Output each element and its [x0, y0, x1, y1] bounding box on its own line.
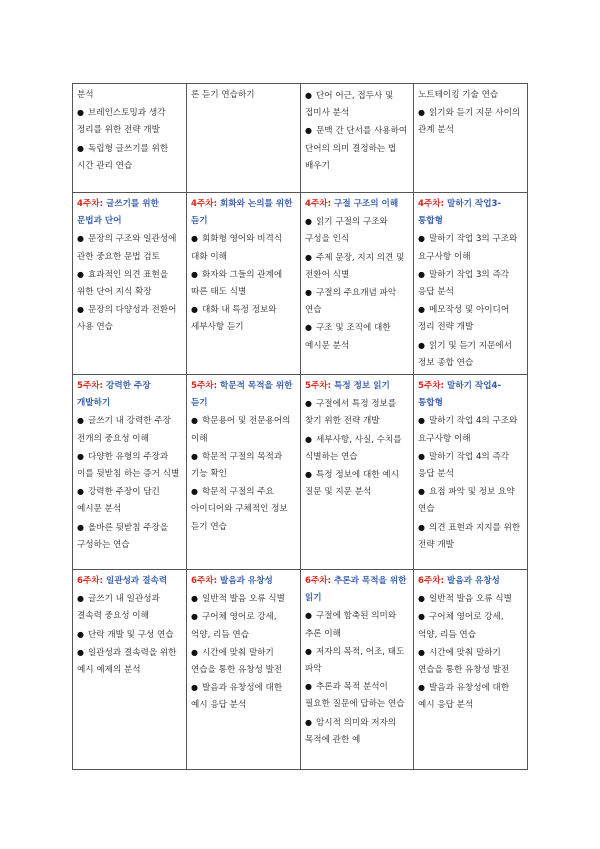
item-text: 읽기 구절의 구조와 구성을 인식 [305, 217, 388, 245]
item-text: 문맥 간 단서를 사용하여 단어의 의미 결정하는 법 배우기 [305, 126, 408, 171]
bullet-item [305, 319, 409, 354]
table-cell [414, 84, 528, 193]
topic-label: 발음과 유창성 [220, 576, 273, 587]
bullet-item [418, 104, 523, 139]
week-label: 4주차: [77, 199, 104, 209]
week-title [77, 196, 182, 230]
table-cell [187, 570, 301, 770]
item-text: 대화 내 특정 정보와 세부사항 듣기 [191, 305, 277, 333]
item-text: 추론과 목적 분석이 필요한 질문에 답하는 연습 [305, 682, 405, 710]
text-line [191, 87, 296, 104]
item-text: 읽기와 듣기 지문 사이의 관계 분석 [418, 108, 521, 136]
topic-label: 말하기 작업4-통합형 [418, 381, 502, 409]
item-text: 문장의 구조와 일관성에 관한 중요한 문법 검토 [77, 234, 177, 262]
item-text: 시간에 맞춰 말하기 연습을 통한 유창성 발전 [191, 647, 283, 676]
item-text: 화자와 그들의 관계에 따른 태도 식별 [191, 269, 283, 298]
week-label: 4주차: [418, 199, 445, 209]
item-text: 단락 개발 및 구성 연습 [87, 629, 174, 640]
bullet-item [77, 412, 182, 447]
table-cell [301, 375, 414, 570]
table-row [73, 570, 528, 770]
table-row [73, 84, 528, 193]
week-label: 5주차: [418, 381, 445, 392]
item-text: 강력한 주장이 담긴 예시문 분석 [77, 487, 160, 515]
table-cell [73, 193, 187, 375]
item-text: 발음과 유창성에 대한 예시 응답 분석 [418, 683, 510, 711]
week-title [77, 378, 182, 412]
bullet-item [77, 301, 182, 336]
bullet-item [305, 714, 409, 749]
bullet-item [191, 483, 296, 536]
bullet-item [305, 607, 409, 642]
bullet-item [305, 466, 409, 501]
week-title [191, 573, 296, 590]
item-text: 메모작성 및 아이디어 정리 전략 개발 [418, 305, 510, 333]
topic-label: 구절 구조의 이해 [334, 199, 399, 209]
table-cell [414, 570, 528, 770]
week-title [191, 196, 296, 230]
table-row [73, 375, 528, 570]
bullet-item [418, 448, 523, 483]
item-text: 암시적 의미와 저자의 목적에 관한 예 [305, 717, 397, 745]
item-text: 회화형 영어와 비격식 대화 이해 [191, 234, 283, 262]
week-title [305, 196, 409, 213]
bullet-item [77, 519, 182, 554]
topic-label: 추론과 목적을 위한 읽기 [305, 576, 407, 604]
item-text: 분석 [77, 90, 94, 100]
table-cell [414, 375, 528, 570]
topic-label: 일관성과 결속력 [106, 576, 168, 587]
table-cell [187, 375, 301, 570]
bullet-item [77, 483, 182, 518]
table-cell [187, 84, 301, 193]
bullet-item [305, 643, 409, 678]
table-cell [73, 570, 187, 770]
bullet-item [191, 590, 296, 608]
item-text: 요점 파악 및 정보 요약 연습 [418, 487, 515, 515]
topic-label: 회화와 논의를 위한 듣기 [191, 199, 293, 227]
item-text: 구절의 주요개념 파악 연습 [305, 288, 397, 316]
bullet-item [191, 266, 296, 301]
item-text: 구어체 영어로 강세, 억양, 리듬 연습 [191, 612, 277, 640]
item-text: 저자의 목적, 어조, 태도 파악 [305, 646, 405, 675]
item-text: 세부사항, 사실, 수치를 식별하는 연습 [305, 434, 402, 462]
week-label: 4주차: [191, 199, 218, 209]
bullet-item [77, 230, 182, 265]
topic-label: 말하기 작업3-통합형 [418, 199, 502, 227]
item-text: 다양한 유형의 주장과 이를 뒷받침 하는 증거 식별 [77, 451, 180, 480]
item-text: 특정 정보에 대한 예시 질문 및 지문 분석 [305, 470, 399, 498]
week-title [191, 378, 296, 412]
topic-label: 발음과 유창성 [447, 576, 500, 587]
bullet-item [191, 412, 296, 447]
bullet-item [77, 266, 182, 301]
item-text: 올바른 뒷받침 주장을 구성하는 연습 [77, 522, 169, 550]
bullet-item [418, 679, 523, 714]
item-text: 읽기 및 듣기 지문에서 정보 종합 연습 [418, 340, 512, 368]
bullet-item [191, 301, 296, 336]
bullet-item [418, 608, 523, 643]
item-text: 일반적 발음 오류 식별 [201, 594, 285, 605]
week-label: 6주차: [77, 576, 104, 587]
bullet-item [191, 608, 296, 643]
item-text: 론 듣기 연습하기 [191, 90, 255, 100]
bullet-item [305, 249, 409, 284]
bullet-item [418, 266, 523, 301]
text-line [77, 87, 182, 104]
item-text: 발음과 유창성에 대한 예시 응답 분석 [191, 683, 283, 711]
table-cell [73, 375, 187, 570]
item-text: 글쓰기 내 일관성과 결속력 중요성 이해 [77, 594, 160, 622]
bullet-item [77, 448, 182, 483]
bullet-item [418, 644, 523, 679]
bullet-item [305, 213, 409, 248]
bullet-item [418, 412, 523, 447]
item-text: 말하기 작업 3의 구조와 요구사항 이해 [418, 234, 518, 262]
bullet-item [418, 519, 523, 554]
bullet-item [418, 590, 523, 608]
item-text: 말하기 작업 3의 즉각 응답 분석 [418, 269, 510, 298]
item-text: 효과적인 의견 표현을 위한 단어 지식 확장 [77, 269, 169, 298]
topic-label: 글쓰기를 위한 문법과 단어 [77, 199, 159, 227]
bullet-item [418, 301, 523, 336]
item-text: 학문용어 및 전문용어의 이해 [191, 416, 291, 444]
table-cell [414, 193, 528, 375]
bullet-item [418, 483, 523, 518]
item-text: 구절에서 특정 정보를 찾기 위한 전략 개발 [305, 399, 397, 427]
week-label: 5주차: [305, 381, 332, 392]
week-label: 6주차: [191, 576, 218, 587]
topic-label: 특정 정보 읽기 [334, 381, 390, 392]
item-text: 문장의 다양성과 전환어 사용 연습 [77, 305, 177, 333]
bullet-item [305, 678, 409, 713]
item-text: 단어 어근, 접두사 및 접미사 분석 [305, 91, 394, 119]
bullet-item [77, 644, 182, 679]
bullet-item [77, 626, 182, 644]
bullet-item [77, 590, 182, 625]
bullet-item [305, 395, 409, 430]
week-label: 5주차: [191, 381, 218, 392]
bullet-item [305, 284, 409, 319]
week-label: 6주차: [418, 576, 445, 587]
bullet-item [77, 140, 182, 175]
bullet-item [191, 230, 296, 265]
bullet-item [305, 87, 409, 122]
item-text: 학문적 구절의 목적과 기능 확인 [191, 451, 283, 480]
week-title [418, 378, 523, 412]
table-row [73, 193, 528, 375]
week-title [418, 196, 523, 230]
item-text: 글쓰기 내 강력한 주장 전개의 중요성 이해 [77, 416, 171, 444]
bullet-item [191, 644, 296, 679]
table-cell [301, 570, 414, 770]
bullet-item [191, 448, 296, 483]
text-line [418, 87, 523, 104]
bullet-item [418, 337, 523, 372]
table-cell [301, 193, 414, 375]
item-text: 브레인스토밍과 생각 정리를 위한 전략 개발 [77, 108, 166, 136]
week-title [305, 573, 409, 607]
bullet-item [191, 679, 296, 714]
table-cell [73, 84, 187, 193]
week-title [305, 378, 409, 395]
week-label: 5주차: [77, 381, 104, 392]
week-label: 4주차: [305, 199, 332, 209]
bullet-item [418, 230, 523, 265]
item-text: 말하기 작업 4의 즉각 응답 분석 [418, 451, 510, 480]
item-text: 독립형 글쓰기를 위한 시간 관리 연습 [77, 143, 169, 171]
item-text: 학문적 구절의 주요 아이디어와 구체적인 정보 듣기 연습 [191, 487, 288, 532]
bullet-item [77, 104, 182, 139]
item-text: 일관성과 결속력을 위한 예시 예제의 분석 [77, 647, 177, 676]
week-label: 6주차: [305, 576, 332, 587]
topic-label: 학문적 목적을 위한 듣기 [191, 381, 293, 409]
item-text: 일반적 발음 오류 식별 [428, 594, 512, 605]
item-text: 시간에 맞춰 말하기 연습을 통한 유창성 발전 [418, 647, 510, 676]
table-cell [301, 84, 414, 193]
item-text: 말하기 작업 4의 구조와 요구사항 이해 [418, 416, 518, 444]
item-text: 구절에 함축된 의미와 추론 이해 [305, 611, 397, 639]
bullet-item [305, 431, 409, 466]
item-text: 의견 표현과 지지를 위한 전략 개발 [418, 522, 521, 550]
curriculum-page [72, 83, 527, 770]
table-cell [187, 193, 301, 375]
item-text: 구조 및 조직에 대한 예시문 분석 [305, 323, 391, 351]
item-text: 주제 문장, 지지 의견 및 전환어 식별 [305, 252, 405, 280]
week-title [77, 573, 182, 590]
item-text: 구어체 영어로 강세, 억양, 리듬 연습 [418, 612, 504, 640]
week-title [418, 573, 523, 590]
bullet-item [305, 122, 409, 175]
topic-label: 강력한 주장 개발하기 [77, 381, 151, 409]
curriculum-table [72, 83, 528, 770]
item-text: 노트테이킹 기술 연습 [418, 90, 499, 100]
